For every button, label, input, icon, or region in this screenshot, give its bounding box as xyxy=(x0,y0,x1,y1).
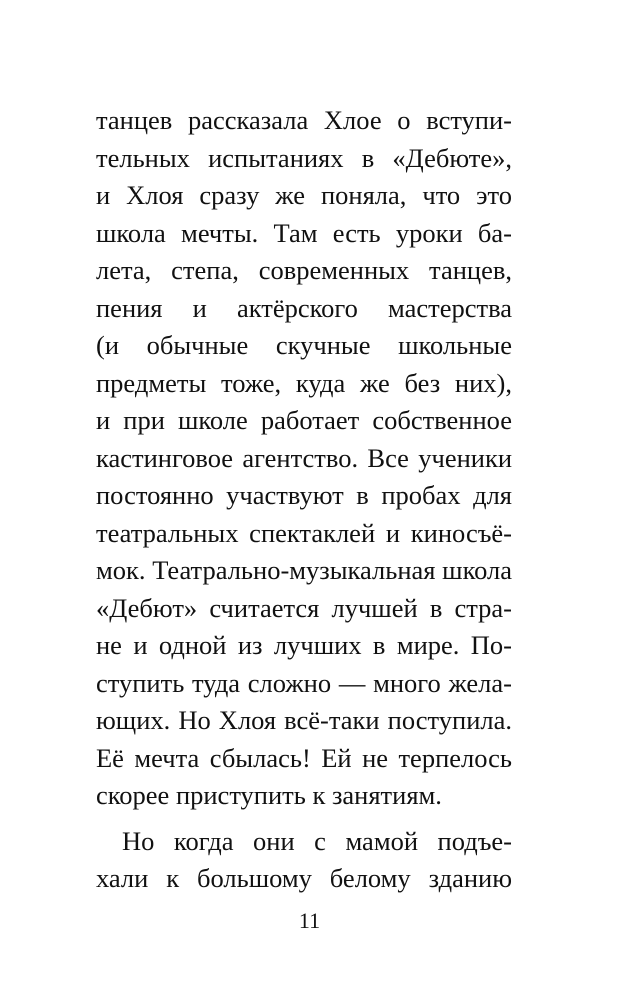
paragraph-gap xyxy=(96,815,512,823)
text-line: (и обычные скучные школьные xyxy=(96,330,512,360)
text-line: предметы тоже, куда же без них), xyxy=(96,367,512,398)
page-number: 11 xyxy=(298,908,321,933)
text-line: тельных испытаниях в «Дебюте», xyxy=(96,142,512,173)
text-line: ющих. Но Хлоя всё-таки поступила. xyxy=(96,705,512,735)
body-text xyxy=(96,102,512,898)
text-line: хали к большому белому зданию xyxy=(96,863,512,893)
text-line: ступить туда сложно — много жела- xyxy=(96,667,512,698)
paragraph-1 xyxy=(96,102,512,815)
text-line: школа мечты. Там есть уроки ба- xyxy=(96,217,512,248)
text-line: пения и актёрского мастерства xyxy=(96,292,512,323)
text-line: мок. Театрально-музыкальная школа xyxy=(96,555,512,585)
text-line: постоянно участвуют в пробах для xyxy=(96,480,512,510)
text-line: и Хлоя сразу же поняла, что это xyxy=(96,180,512,210)
paragraph-2 xyxy=(96,823,512,898)
text-line: лета, степа, современных танцев, xyxy=(96,255,512,285)
text-line: Её мечта сбылась! Ей не терпелось xyxy=(96,742,512,773)
text-line: и при школе работает собственное xyxy=(96,405,512,435)
text-line: кастинговое агентство. Все ученики xyxy=(96,442,512,473)
text-line: Но когда они с мамой подъе- xyxy=(122,825,512,856)
text-line: скорее приступить к занятиям. xyxy=(96,780,442,810)
text-line: театральных спектаклей и киносъё- xyxy=(96,517,512,548)
text-line: не и одной из лучших в мире. По- xyxy=(96,630,512,660)
text-line: «Дебют» считается лучшей в стра- xyxy=(96,592,512,623)
text-line: танцев рассказала Хлое о вступи- xyxy=(96,105,512,135)
